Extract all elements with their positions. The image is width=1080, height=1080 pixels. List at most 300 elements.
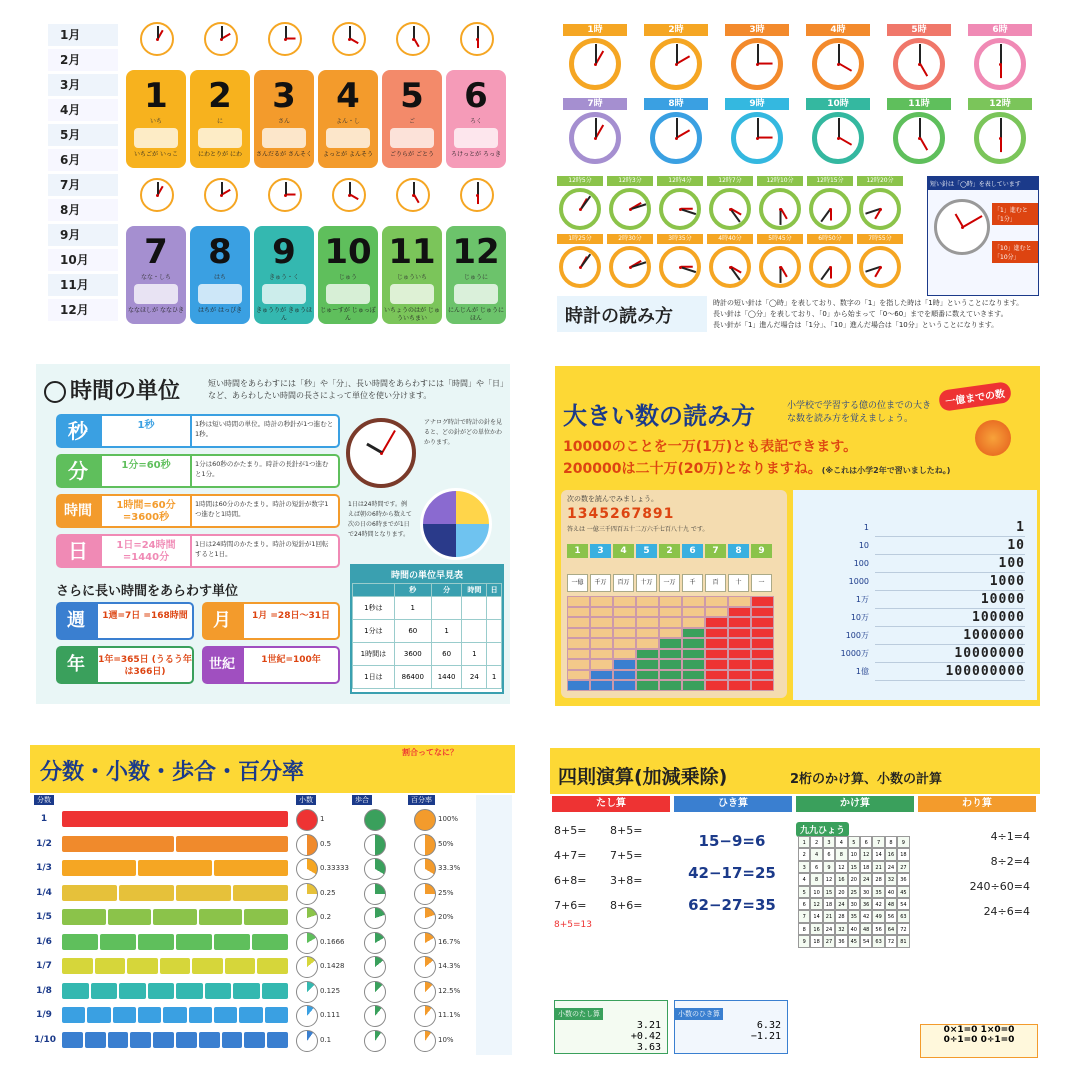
card-number: 1 [144, 76, 168, 116]
minute-clock-icon [709, 246, 751, 288]
hour-hand [222, 33, 231, 39]
table-cell: 1 [462, 643, 487, 666]
grid-cell [659, 680, 682, 691]
hour-hand [839, 137, 853, 146]
grid-cell [613, 596, 636, 607]
kuku-cell: 18 [860, 861, 872, 873]
decimal-line: −1.21 [750, 1031, 781, 1042]
title-block [557, 296, 707, 332]
fraction-segment [205, 983, 232, 999]
bottom-cards [126, 176, 510, 326]
addition-problem: 8+5= [610, 824, 643, 837]
card-number: 11 [388, 232, 436, 272]
addition-problem: 7+5= [610, 849, 643, 862]
table-cell: 86400 [394, 666, 431, 689]
addition-problem: 4+7= [554, 849, 587, 862]
card-picture [454, 284, 498, 304]
line2-text: 200000は二十万(20万)となりますね。 [563, 461, 822, 477]
table-cell [462, 597, 487, 620]
minute-clock-icon [659, 188, 701, 230]
hour-label: 5時 [887, 24, 951, 36]
column-header: 小数 [296, 795, 316, 805]
panel-fractions [30, 745, 515, 1060]
hour-hand [477, 195, 479, 205]
table-row [353, 643, 502, 666]
kuku-cell: 6 [823, 848, 835, 860]
table-cell [487, 643, 502, 666]
decimal-line: 3.21 [636, 1020, 661, 1031]
month-label: 8月 [48, 199, 118, 221]
place-label: 一万 [659, 574, 680, 592]
place-label: 十万 [636, 574, 657, 592]
decimal-value: 1 [320, 815, 325, 823]
addition-problem: 8+6= [610, 899, 643, 912]
card-caption: はちが はっぴき [198, 307, 242, 314]
right-rows [833, 520, 1033, 690]
hour-clock-icon [650, 38, 702, 90]
grid-cell [659, 617, 682, 628]
hour-label: 4時 [806, 24, 870, 36]
number-card [254, 226, 314, 324]
month-label: 5月 [48, 124, 118, 146]
long-unit-label: 月 [202, 602, 242, 640]
fraction-segment [176, 934, 212, 950]
hour-label: 7時 [563, 98, 627, 110]
percent-value: 16.7% [438, 937, 461, 946]
minute-hand [413, 182, 415, 195]
table-row [353, 620, 502, 643]
minute-label: 12時5分 [557, 176, 603, 186]
mul-title: 九九ひょう [796, 822, 849, 837]
fraction-segment [214, 1007, 237, 1023]
percent-pie [414, 981, 436, 1003]
hour-hand [839, 63, 853, 72]
fraction-pie [296, 834, 318, 856]
ratio-pie [364, 858, 386, 880]
grid-cell [705, 659, 728, 670]
fraction-segment [199, 909, 243, 925]
day-night-wheel [420, 488, 492, 560]
fraction-segment [222, 1032, 243, 1048]
kuku-cell: 5 [798, 886, 810, 898]
digit-box: 8 [728, 544, 749, 558]
kuku-cell: 18 [810, 935, 822, 947]
grid-cell [728, 659, 751, 670]
percent-pie [414, 834, 436, 856]
minute-hand [676, 118, 678, 138]
hour-clock-icon [569, 38, 621, 90]
legend-b: 「10」進むと「10分」 [992, 241, 1038, 263]
fraction-segment [138, 934, 174, 950]
grid-cell [751, 670, 774, 681]
place-label: 一 [751, 574, 772, 592]
table-cell: 60 [394, 620, 431, 643]
kuku-cell: 28 [835, 910, 847, 922]
row-value-label: 1000 [848, 577, 869, 586]
decimal-value: 0.5 [320, 839, 332, 848]
card-reading: に [216, 118, 223, 125]
kuku-cell: 56 [872, 923, 884, 935]
fraction-segment [176, 885, 231, 901]
month-label: 2月 [48, 49, 118, 71]
multiplication-column [796, 818, 914, 1054]
fraction-segment [153, 1032, 174, 1048]
fraction-segment [62, 836, 174, 852]
line1: 10000のことを一万(1万)とも表記できます。 [563, 439, 858, 455]
clock-icon [44, 381, 66, 403]
hour-label: 1時 [563, 24, 627, 36]
row-value-label: 1億 [855, 667, 869, 676]
column-header: 分数 [34, 795, 54, 805]
ratio-pie [364, 834, 386, 856]
minute-row-1 [555, 176, 925, 232]
title-bar [30, 745, 515, 793]
ratio-pie [364, 956, 386, 978]
fraction-segment [62, 885, 117, 901]
day-note: 1日は24時間です。例えば朝の6時から数えて次の日の6時までが1日で24時間となります。 [348, 501, 412, 538]
grid-cell [636, 628, 659, 639]
row-digits: 1000000 [875, 628, 1025, 645]
grid-cell [636, 649, 659, 660]
grid-cell [728, 680, 751, 691]
kuku-cell: 35 [872, 886, 884, 898]
kuku-cell: 8 [810, 873, 822, 885]
fraction-pie [296, 858, 318, 880]
info-lines [713, 298, 1038, 331]
grid-cell [659, 670, 682, 681]
kuku-cell: 5 [848, 836, 860, 848]
card-number: 12 [452, 232, 500, 272]
quick-table-title: 時間の単位早見表 [352, 566, 502, 583]
grid-cell [613, 670, 636, 681]
hour-label: 8時 [644, 98, 708, 110]
kuku-cell: 1 [798, 836, 810, 848]
card-picture [390, 128, 434, 148]
card-clock-icon [332, 22, 366, 56]
month-label: 6月 [48, 149, 118, 171]
card-clock-icon [268, 22, 302, 56]
number-card [318, 70, 378, 168]
unit-value: 1分=60秒 [100, 454, 192, 488]
ratio-pie [364, 932, 386, 954]
month-label: 10月 [48, 249, 118, 271]
unit-label: 日 [56, 534, 100, 568]
minute-label: 12時7分 [707, 176, 753, 186]
card-caption: きゅうりが きゅうほん [256, 307, 312, 322]
place-grid [567, 596, 781, 694]
minute-clock-icon [759, 246, 801, 288]
row-digits: 100 [875, 556, 1025, 573]
grid-cell [751, 649, 774, 660]
fraction-segment [87, 1007, 110, 1023]
percent-pie [414, 956, 436, 978]
decimal-value: 0.1428 [320, 962, 345, 970]
hour-label: 11時 [887, 98, 951, 110]
table-cell [487, 597, 502, 620]
clock-note: アナログ時計で時計の針を見ると、どの針がどの単位かわかります。 [424, 419, 503, 446]
top-cards [126, 20, 510, 170]
addition-problem: 6+8= [554, 874, 587, 887]
division-problem: 4÷1=4 [990, 830, 1030, 843]
card-reading: ろく [469, 118, 482, 125]
minute-hand [757, 118, 759, 138]
line2 [563, 458, 950, 478]
table-header: 日 [487, 584, 502, 597]
hour-hand [350, 38, 359, 44]
fraction-label: 1 [40, 814, 48, 824]
minute-label: 2時30分 [607, 234, 653, 244]
long-unit-value: 1週=7日 =168時間 [96, 602, 194, 640]
fraction-segment [138, 860, 212, 876]
kuku-cell: 6 [810, 861, 822, 873]
digit-box: 1 [567, 544, 588, 558]
minute-clock-icon [659, 246, 701, 288]
table-cell: 1秒は [353, 597, 395, 620]
card-caption: にんじんが じゅうにほん [448, 307, 504, 322]
kuku-cell: 9 [823, 861, 835, 873]
grid-cell [728, 670, 751, 681]
kuku-cell: 3 [798, 861, 810, 873]
decimal-add [554, 1000, 668, 1054]
table-row [353, 666, 502, 689]
grid-cell [567, 617, 590, 628]
percent-pie [414, 932, 436, 954]
long-unit-grid [56, 602, 340, 690]
badge: 一億までの数 [938, 381, 1012, 412]
hour-label: 10時 [806, 98, 870, 110]
decimal-value: 0.111 [320, 1011, 341, 1019]
zero-rule [920, 1024, 1038, 1058]
kuku-cell: 36 [835, 935, 847, 947]
fraction-label: 1/3 [36, 863, 52, 873]
card-number: 4 [336, 76, 360, 116]
unit-rows [56, 414, 340, 574]
month-label: 7月 [48, 174, 118, 196]
grid-cell [590, 596, 613, 607]
grid-cell [567, 670, 590, 681]
minute-label: 1時25分 [557, 234, 603, 244]
table-cell: 1440 [431, 666, 462, 689]
minute-hand [676, 44, 678, 64]
grid-cell [567, 659, 590, 670]
grid-cell [751, 628, 774, 639]
minute-hand [919, 118, 921, 138]
unit-desc: 1日は24時間のかたまり。時計の短針が1回転すると1日。 [192, 534, 340, 568]
fraction-label: 1/2 [36, 838, 52, 849]
unit-desc: 1時間は60分のかたまり。時計の短針が数字1つ進むと1時間。 [192, 494, 340, 528]
minute-hand [349, 26, 351, 39]
fraction-segment [192, 958, 223, 974]
info-line: 長い針は「◯分」を表しており、「0」から始まって「0〜60」までを順番に数えていきます。 [713, 310, 1008, 318]
grid-cell [659, 596, 682, 607]
right-board [793, 490, 1037, 700]
fraction-segment [148, 983, 175, 999]
row-value-label: 10 [858, 541, 869, 550]
minute-label: 12時3分 [607, 176, 653, 186]
hour-hand [677, 56, 691, 65]
hour-hand [677, 130, 691, 139]
kuku-cell: 16 [885, 848, 897, 860]
grid-cell [705, 680, 728, 691]
percent-value: 14.3% [438, 962, 461, 970]
minute-hand [780, 209, 782, 225]
kuku-cell: 10 [848, 848, 860, 860]
minute-hand [285, 26, 287, 39]
grid-cell [751, 638, 774, 649]
panel-arithmetic [550, 748, 1040, 1060]
percent-value: 100% [438, 815, 459, 823]
grid-cell [659, 638, 682, 649]
kuku-cell: 9 [897, 836, 909, 848]
minute-hand [1000, 44, 1002, 64]
card-reading: きゅう・く [268, 274, 299, 281]
percent-pie [414, 858, 436, 880]
long-unit-value: 1年=365日 (うるう年は366日) [96, 646, 194, 684]
grid-cell [590, 628, 613, 639]
table-cell: 1分は [353, 620, 395, 643]
minute-clock-icon [809, 188, 851, 230]
kuku-cell: 12 [860, 848, 872, 860]
card-picture [262, 284, 306, 304]
card-reading: じゅう [338, 274, 357, 281]
table-cell: 1 [431, 620, 462, 643]
card-clock-icon [460, 22, 494, 56]
percent-value: 20% [438, 913, 454, 921]
grid-cell [590, 617, 613, 628]
card-picture [454, 128, 498, 148]
analog-clock-icon [346, 418, 416, 488]
grid-cell [728, 607, 751, 618]
table-cell: 60 [431, 643, 462, 666]
card-number: 8 [208, 232, 232, 272]
minute-hand [349, 182, 351, 195]
grid-cell [567, 607, 590, 618]
hour-hand [1000, 138, 1002, 153]
fraction-segment [160, 958, 191, 974]
hour-label: 2時 [644, 24, 708, 36]
number-card [126, 70, 186, 168]
fraction-segment [119, 983, 146, 999]
card-picture [326, 128, 370, 148]
minute-label: 12時10分 [757, 176, 803, 186]
side-panel [476, 795, 512, 1055]
kuku-cell: 6 [798, 898, 810, 910]
minute-label: 3時35分 [657, 234, 703, 244]
fraction-segment [62, 860, 136, 876]
hour-clock-icon [974, 112, 1026, 164]
subtitle: 2桁のかけ算、小数の計算 [790, 772, 943, 787]
minute-hand [838, 44, 840, 64]
row-value-label: 1万 [855, 595, 869, 604]
hour-hand [758, 137, 773, 139]
kuku-cell: 4 [798, 873, 810, 885]
kuku-cell: 7 [872, 836, 884, 848]
minute-hand [285, 182, 287, 195]
kuku-cell: 72 [897, 923, 909, 935]
minute-clock-icon [559, 246, 601, 288]
month-column [48, 24, 120, 324]
percent-value: 33.3% [438, 864, 461, 872]
hour-hand [758, 63, 773, 65]
fraction-segment [225, 958, 256, 974]
grid-cell [590, 680, 613, 691]
fraction-segment [62, 909, 106, 925]
fraction-label: 1/4 [36, 887, 52, 898]
minute-clock-icon [859, 246, 901, 288]
fraction-segment [265, 1007, 288, 1023]
fraction-segment [214, 934, 250, 950]
kuku-cell: 35 [848, 910, 860, 922]
addition-column [554, 818, 670, 1054]
kuku-cell: 54 [860, 935, 872, 947]
kuku-cell: 9 [798, 935, 810, 947]
number-card [446, 226, 506, 324]
kuku-cell: 36 [897, 873, 909, 885]
card-reading: さん [277, 118, 290, 125]
fraction-pie [296, 981, 318, 1003]
grid-cell [751, 659, 774, 670]
fraction-segment [267, 1032, 288, 1048]
grid-cell [751, 596, 774, 607]
subtraction-problem: 62−27=35 [688, 896, 776, 914]
card-picture [326, 284, 370, 304]
panel-title: 時計の読み方 [565, 306, 673, 327]
decimal-value: 0.1666 [320, 937, 345, 946]
table-cell: 1 [487, 666, 502, 689]
table-cell [462, 620, 487, 643]
place-label: 一億 [567, 574, 588, 592]
panel-numbers [40, 20, 510, 332]
kuku-cell: 21 [872, 861, 884, 873]
grid-cell [682, 607, 705, 618]
number-card [126, 226, 186, 324]
decimal-sub [674, 1000, 788, 1054]
fraction-pie [296, 907, 318, 929]
title-text: 時間の単位 [70, 379, 181, 404]
number-card [190, 70, 250, 168]
kuku-cell: 40 [885, 886, 897, 898]
place-row [567, 574, 781, 592]
minute-clock-icon [859, 188, 901, 230]
kuku-cell: 4 [810, 848, 822, 860]
panel-large-numbers [555, 366, 1040, 706]
fraction-segment [100, 934, 136, 950]
table-cell: 1日は [353, 666, 395, 689]
card-number: 3 [272, 76, 296, 116]
minute-clock-icon [609, 246, 651, 288]
percent-value: 25% [438, 888, 454, 897]
fraction-segment [233, 885, 288, 901]
fraction-segment [108, 1032, 129, 1048]
decimal-value: 0.1 [320, 1035, 332, 1044]
decimal-sub-label: 小数のひき算 [675, 1008, 723, 1020]
kuku-cell: 28 [872, 873, 884, 885]
hour-clock-icon [812, 112, 864, 164]
card-picture [390, 284, 434, 304]
grid-cell [567, 649, 590, 660]
minute-label: 5時45分 [757, 234, 803, 244]
table-cell [487, 620, 502, 643]
grid-cell [567, 638, 590, 649]
fraction-rows [34, 809, 474, 1055]
place-label: 百万 [613, 574, 634, 592]
title-bar [550, 748, 1040, 794]
grid-cell [659, 659, 682, 670]
minute-clock-icon [709, 188, 751, 230]
card-picture [198, 128, 242, 148]
minute-hand [595, 44, 597, 64]
grid-cell [705, 649, 728, 660]
